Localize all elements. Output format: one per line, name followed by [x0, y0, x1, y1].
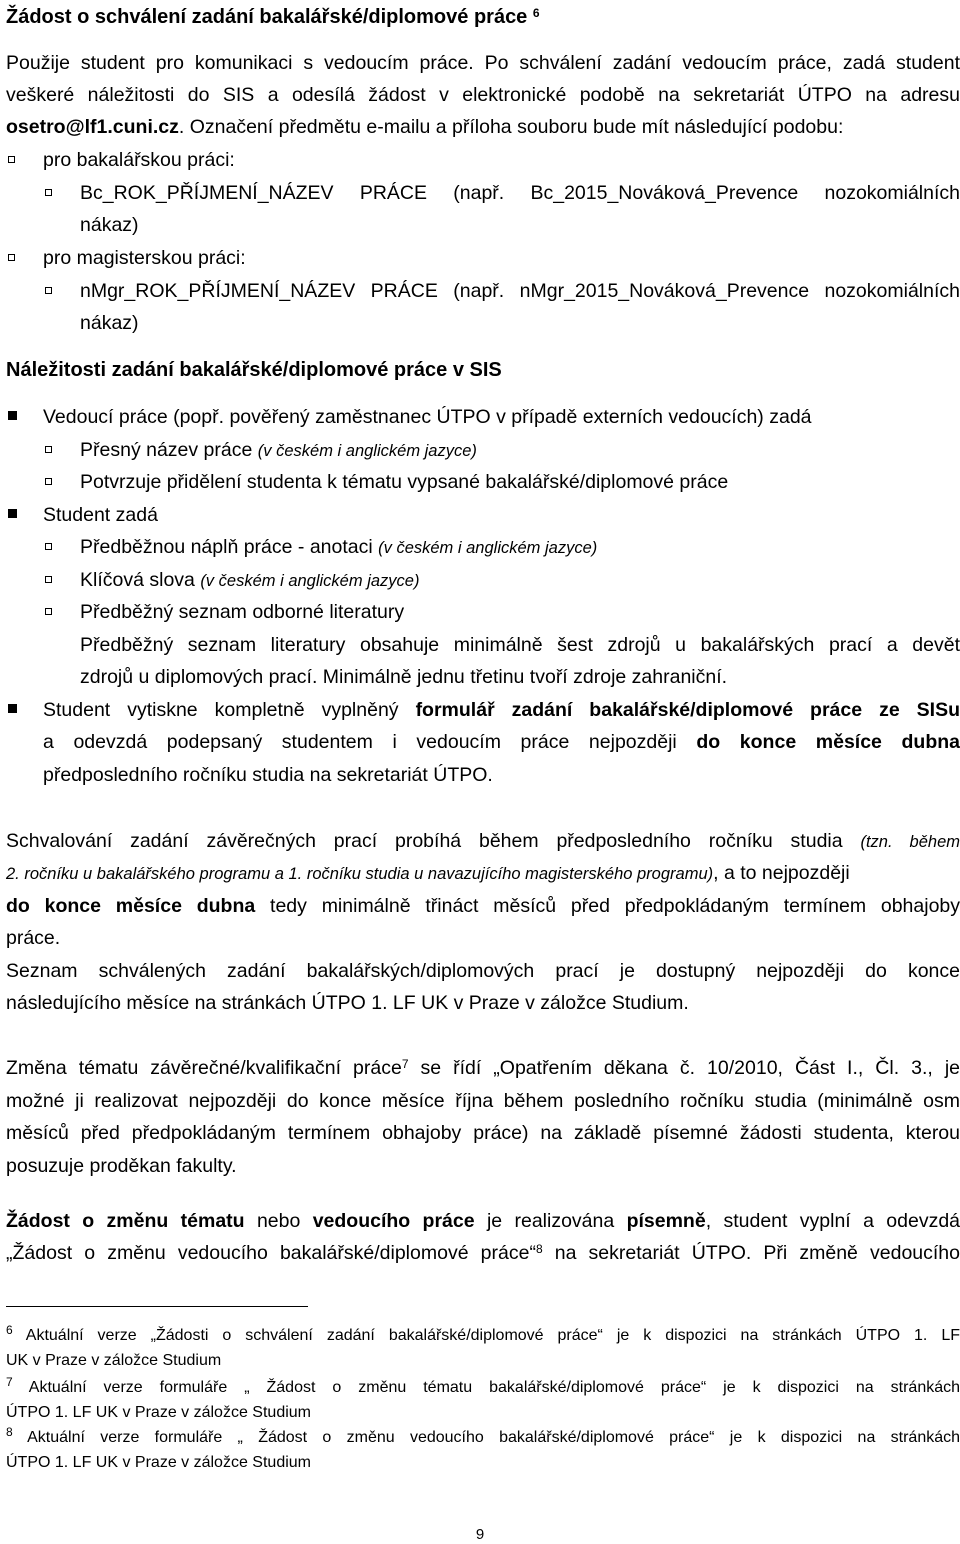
- master-label: pro magisterskou práci:: [43, 247, 246, 269]
- print-text: Student vytiskne kompletně vyplněný: [43, 699, 399, 721]
- request-text: na sekretariát ÚTPO. Při změně vedoucího: [554, 1242, 960, 1264]
- change-text: , je: [927, 1057, 960, 1079]
- request-line-1: [6, 1208, 960, 1234]
- hollow-bullet-icon: [6, 245, 36, 271]
- footnote-separator: [6, 1306, 308, 1307]
- approval-note: (tzn. během: [860, 833, 960, 851]
- request-text: , student vyplní a odevzdá: [705, 1210, 960, 1232]
- intro-line-3: [6, 114, 960, 140]
- supervisor-subitem-1: [80, 437, 960, 464]
- hollow-bullet-icon: [43, 180, 73, 206]
- subitem-text: Předběžnou náplň práce - anotaci: [80, 536, 373, 558]
- intro-line-1: Použije student pro komunikaci s vedoucím práce. Po schválení zadání vedoucím práce, zadá student: [6, 52, 960, 74]
- footnote-7-line-2: ÚTPO 1. LF UK v Praze v záložce Studium: [6, 1404, 311, 1421]
- intro-line-3-text: . Označení předmětu e-mailu a příloha souboru bude mít následující podobu:: [178, 116, 844, 138]
- supervisor-item: Vedoucí práce (popř. pověřený zaměstnanec ÚTPO v případě externích vedoucích) zadá: [43, 406, 812, 428]
- request-bold: Žádost o změnu tématu: [6, 1210, 245, 1232]
- print-item-line-1: [43, 697, 960, 723]
- email-link[interactable]: osetro@lf1.cuni.cz: [6, 116, 179, 138]
- intro-line-2: veškeré náležitosti do SIS a odesílá žádost v elektronické podobě na sekretariát ÚTPO na adresu: [6, 84, 960, 106]
- print-text: a odevzdá podepsaný studentem i vedoucím práce nejpozději: [43, 731, 677, 753]
- approval-line-2: [6, 860, 960, 887]
- approval-line-1: [6, 828, 960, 855]
- change-line-1: [6, 1055, 960, 1081]
- footnote-text: Aktuální verze formuláře „ Žádost o změnu vedoucího bakalářské/diplomové práce“ je k dispozici na stránkách: [27, 1429, 960, 1446]
- footnote-number: 8: [6, 1425, 13, 1439]
- bachelor-pattern: Bc_ROK_PŘÍJMENÍ_NÁZEV PRÁCE (např. Bc_2015_Nováková_Prevence nozokomiálních: [80, 182, 960, 204]
- approval-text: tedy minimálně třináct měsíců před předpokládaným termínem obhajoby: [270, 895, 960, 917]
- footnote-8-line-2: ÚTPO 1. LF UK v Praze v záložce Studium: [6, 1454, 311, 1471]
- hollow-bullet-icon: [43, 599, 73, 625]
- request-form-name: „Žádost o změnu vedoucího bakalářské/diplomové práce“: [6, 1242, 536, 1264]
- approval-text: Schvalování zadání závěrečných prací probíhá během předposledního ročníku studia: [6, 830, 843, 852]
- form-name: formulář zadání bakalářské/diplomové práce ze SISu: [415, 699, 960, 721]
- hollow-bullet-icon: [43, 567, 73, 593]
- change-line-3: měsíců před předpokládaným termínem obhajoby práce) na základě písemné žádosti studenta, kterou: [6, 1122, 960, 1144]
- change-text: Změna tématu závěrečné/kvalifikační práce: [6, 1057, 402, 1079]
- hollow-bullet-icon: [43, 469, 73, 495]
- approval-line-4: práce.: [6, 927, 61, 949]
- subitem-text: Přesný název práce: [80, 439, 253, 461]
- print-item-line-3: předposledního ročníku studia na sekretariát ÚTPO.: [43, 764, 493, 786]
- master-pattern-cont: nákaz): [80, 312, 139, 334]
- footnote-7-line-1: [6, 1377, 960, 1399]
- literature-note-line-1: Předběžný seznam literatury obsahuje minimálně šest zdrojů u bakalářských prací a devět: [80, 634, 960, 656]
- approval-line-5: Seznam schválených zadání bakalářských/diplomových prací je dostupný nejpozději do konce: [6, 960, 960, 982]
- filled-bullet-icon: [6, 404, 36, 430]
- student-item: Student zadá: [43, 504, 158, 526]
- footnote-ref-8: 8: [535, 1242, 543, 1256]
- footnote-ref-7: 7: [401, 1057, 409, 1071]
- request-bold: vedoucího práce: [312, 1210, 475, 1232]
- bachelor-label: pro bakalářskou práci:: [43, 149, 235, 171]
- language-note: (v českém i anglickém jazyce): [378, 539, 598, 557]
- student-subitem-1: [80, 534, 960, 561]
- footnote-ref-6: 6: [532, 6, 540, 20]
- student-subitem-2: [80, 567, 960, 594]
- filled-bullet-icon: [6, 697, 36, 723]
- literature-note-line-2: zdrojů u diplomových prací. Minimálně jednu třetinu tvoří zdroje zahraniční.: [80, 666, 728, 688]
- deadline-text: do konce měsíce dubna: [6, 895, 256, 917]
- request-text: je realizována: [486, 1210, 615, 1232]
- filled-bullet-icon: [6, 502, 36, 528]
- change-line-4: posuzuje proděkan fakulty.: [6, 1155, 237, 1177]
- heading-text: Žádost o schválení zadání bakalářské/diplomové práce: [6, 6, 528, 28]
- change-text: se řídí „Opatřením děkana č. 10/2010, Část I., Čl. 3.: [420, 1057, 928, 1079]
- section-heading-request: [6, 4, 960, 30]
- master-pattern: nMgr_ROK_PŘÍJMENÍ_NÁZEV PRÁCE (např. nMgr_2015_Nováková_Prevence nozokomiálních: [80, 280, 960, 302]
- deadline-text: do konce měsíce dubna: [696, 731, 960, 753]
- footnote-text: Aktuální verze formuláře „ Žádost o změnu tématu bakalářské/diplomové práce“ je k dispozici na stránkách: [28, 1379, 960, 1396]
- footnote-6-line-1: [6, 1325, 960, 1347]
- language-note: (v českém i anglickém jazyce): [257, 442, 477, 460]
- student-subitem-3: Předběžný seznam odborné literatury: [80, 601, 405, 623]
- section-heading-sis: Náležitosti zadání bakalářské/diplomové práce v SIS: [6, 359, 502, 381]
- approval-text: , a to nejpozději: [713, 862, 850, 884]
- request-text: nebo: [256, 1210, 301, 1232]
- approval-line-3: [6, 893, 960, 919]
- subitem-text: Klíčová slova: [80, 569, 195, 591]
- page-number: 9: [475, 1526, 485, 1543]
- supervisor-subitem-2: Potvrzuje přidělení studenta k tématu vypsané bakalářské/diplomové práce: [80, 471, 729, 493]
- footnote-number: 7: [6, 1375, 13, 1389]
- request-line-2: [6, 1240, 960, 1266]
- footnote-8-line-1: [6, 1427, 960, 1449]
- language-note: (v českém i anglickém jazyce): [200, 572, 420, 590]
- bachelor-pattern-cont: nákaz): [80, 214, 139, 236]
- hollow-bullet-icon: [43, 437, 73, 463]
- print-item-line-2: [43, 729, 960, 755]
- footnote-number: 6: [6, 1323, 13, 1337]
- change-line-2: možné ji realizovat nejpozději do konce měsíce října během posledního ročníku studia (minimálně osm: [6, 1090, 960, 1112]
- approval-note: 2. ročníku u bakalářského programu a 1. ročníku studia u navazujícího magisterského programu): [6, 865, 714, 883]
- hollow-bullet-icon: [43, 534, 73, 560]
- hollow-bullet-icon: [6, 147, 36, 173]
- footnote-text: Aktuální verze „Žádosti o schválení zadání bakalářské/diplomové práce“ je k dispozici na stránkách ÚTPO 1. LF: [25, 1327, 960, 1344]
- footnote-6-line-2: UK v Praze v záložce Studium: [6, 1352, 222, 1369]
- request-bold: písemně: [626, 1210, 706, 1232]
- hollow-bullet-icon: [43, 278, 73, 304]
- approval-line-6: následujícího měsíce na stránkách ÚTPO 1. LF UK v Praze v záložce Studium.: [6, 992, 689, 1014]
